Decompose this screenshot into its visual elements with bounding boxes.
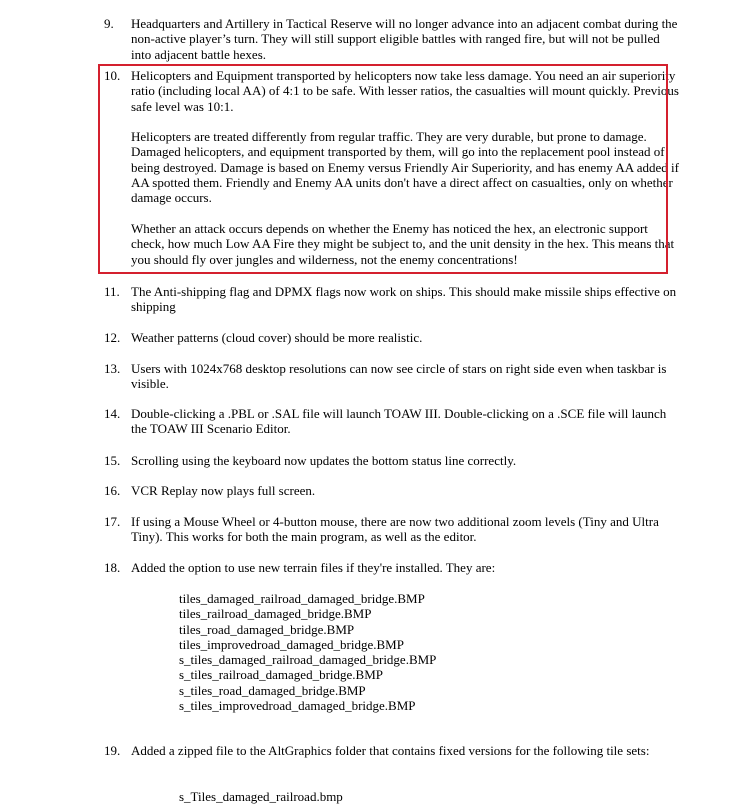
file-name: s_Tiles_damaged_railroad.bmp	[179, 789, 343, 804]
file-name: s_tiles_damaged_railroad_damaged_bridge.BMP	[179, 652, 437, 668]
item-paragraph: Double-clicking a .PBL or .SAL file will launch TOAW III. Double-clicking on a .SCE file will launch the TOAW III Scenario Editor.	[131, 406, 667, 437]
item-text	[131, 743, 679, 758]
item-paragraph: Added a zipped file to the AltGraphics folder that contains fixed versions for the following tile sets:	[131, 743, 650, 758]
file-name: s_tiles_railroad_damaged_bridge.BMP	[179, 667, 383, 683]
file-name: s_tiles_road_damaged_bridge.BMP	[179, 682, 366, 698]
item-paragraph: Whether an attack occurs depends on whether the Enemy has noticed the hex, an electronic support check, how much Low AA Fire they might be subject to, and the unit density in the hex. This means that you should fly over jungles and wilderness, not the enemy concentrations!	[131, 220, 675, 267]
item-paragraph: The Anti-shipping flag and DPMX flags now work on ships. This should make missile ships effective on shipping	[131, 284, 677, 315]
item-text	[131, 560, 679, 575]
item-text	[131, 514, 679, 545]
item-paragraph: Users with 1024x768 desktop resolutions can now see circle of stars on right side even when taskbar is visible.	[131, 361, 667, 392]
item-paragraph: Scrolling using the keyboard now updates the bottom status line correctly.	[131, 453, 517, 468]
file-name: tiles_railroad_damaged_bridge.BMP	[179, 606, 372, 622]
terrain-file-list	[179, 591, 579, 713]
item-number: 14.	[104, 406, 121, 421]
item-number: 17.	[104, 514, 121, 529]
item-number: 16.	[104, 483, 121, 498]
item-text	[131, 453, 679, 468]
item-number: 12.	[104, 330, 121, 345]
item-text	[131, 330, 679, 345]
item-number: 11.	[104, 284, 120, 299]
item-number: 9.	[104, 16, 114, 31]
highlight-box	[98, 64, 668, 274]
item-paragraph: Helicopters and Equipment transported by helicopters now take less damage. You need an air superiority ratio (including local AA) of 4:1 to be safe. With lesser ratios, the casualties will mount quickly. Previous safe level was 10:1.	[131, 68, 679, 114]
item-text	[131, 284, 679, 315]
item-paragraph: If using a Mouse Wheel or 4-button mouse, there are now two additional zoom levels (Tiny and Ultra Tiny). This works for both the main program, as well as the editor.	[131, 514, 659, 545]
item-text	[131, 483, 679, 498]
item-paragraph: Helicopters are treated differently from regular traffic. They are very durable, but prone to damage. Damaged helicopters, and equipment transported by them, will go into the replacement pool instead of being destroyed. Damage is based on Enemy versus Friendly Air Superiority, and has enemy AA added if AA spotted them. Friendly and Enemy AA units don't have a direct affect on casualties, only on whether damage occurs.	[131, 129, 679, 206]
item-paragraph: VCR Replay now plays full screen.	[131, 483, 316, 498]
item-number: 10.	[104, 68, 121, 83]
item-number: 18.	[104, 560, 121, 575]
item-text	[131, 361, 679, 392]
item-text	[131, 406, 679, 437]
item-text	[131, 16, 679, 62]
item-number: 19.	[104, 743, 121, 758]
file-name: tiles_damaged_railroad_damaged_bridge.BMP	[179, 591, 425, 606]
file-name: tiles_improvedroad_damaged_bridge.BMP	[179, 636, 404, 652]
item-paragraph: Added the option to use new terrain files if they're installed. They are:	[131, 560, 496, 575]
item-paragraph: Headquarters and Artillery in Tactical Reserve will no longer advance into an adjacent combat during the non-active player’s turn. They will still support eligible battles with ranged fire, but will not be pulled into adjacent battle hexes.	[131, 16, 678, 62]
file-name: tiles_road_damaged_bridge.BMP	[179, 621, 355, 637]
item-number: 15.	[104, 453, 121, 468]
file-name: s_tiles_improvedroad_damaged_bridge.BMP	[179, 698, 416, 714]
item-number: 13.	[104, 361, 121, 376]
item-paragraph: Weather patterns (cloud cover) should be more realistic.	[131, 330, 423, 345]
